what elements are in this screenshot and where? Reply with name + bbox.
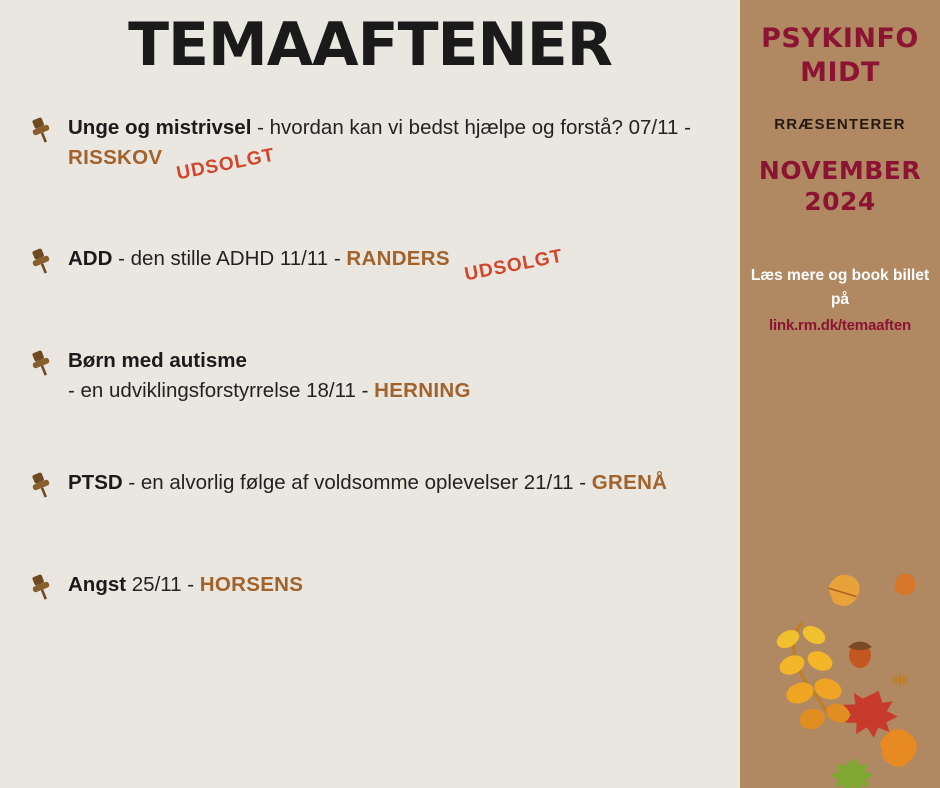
event-subline [68, 376, 720, 406]
event-title: Børn med autisme [68, 349, 247, 373]
status-badge: UDSOLGT [175, 144, 278, 185]
event-desc: - en alvorlig følge af voldsomme oplevelser 21/11 - [122, 470, 592, 494]
pushpin-icon [26, 572, 56, 602]
pushpin-icon [26, 348, 56, 378]
event-place: HORSENS [199, 572, 304, 596]
event-place: GRENÅ [591, 470, 668, 494]
event-desc: - en udviklingsforstyrrelse 18/11 - [68, 379, 375, 403]
status-badge: UDSOLGT [462, 246, 565, 286]
event-title: Unge og mistrivsel [68, 116, 252, 139]
booking-instructions: Læs mere og book billet på [750, 267, 930, 309]
event-title: PTSD [68, 470, 123, 494]
event-text [68, 471, 667, 494]
pushpin-icon [26, 246, 56, 276]
brand-name-line2: MIDT [800, 56, 880, 88]
list-item [0, 570, 740, 612]
booking-link[interactable]: link.rm.dk/temaaften [769, 317, 911, 335]
list-item [0, 244, 740, 286]
pushpin-icon [26, 470, 56, 500]
pushpin-icon [26, 115, 56, 145]
event-text [68, 573, 303, 596]
event-place: HERNING [374, 379, 471, 403]
event-place: RANDERS [346, 247, 450, 271]
page-title: TEMAAFTENER [128, 10, 612, 80]
presents-label: RRÆSENTERER [774, 115, 906, 133]
event-text [68, 116, 691, 169]
brand-name-line1: PSYKINFO [761, 23, 919, 54]
event-desc: - hvordan kan vi bedst hjælpe og forstå? 07/11 - [251, 116, 691, 139]
event-title: ADD [68, 247, 113, 271]
event-desc: 25/11 - [126, 572, 200, 596]
event-title: Angst [68, 572, 127, 596]
event-text [68, 349, 720, 405]
event-text [68, 247, 450, 270]
booking-text [740, 264, 940, 337]
month-label: NOVEMBER [758, 155, 922, 185]
list-item [0, 346, 740, 405]
year-label: 2024 [804, 187, 876, 216]
list-item [0, 468, 740, 510]
event-place: RISSKOV [68, 145, 163, 169]
autumn-leaves-decoration [740, 458, 940, 788]
poster-sidebar [740, 0, 940, 788]
list-item [0, 113, 740, 185]
event-list [0, 113, 740, 612]
event-desc: - den stille ADHD 11/11 - [112, 247, 347, 271]
